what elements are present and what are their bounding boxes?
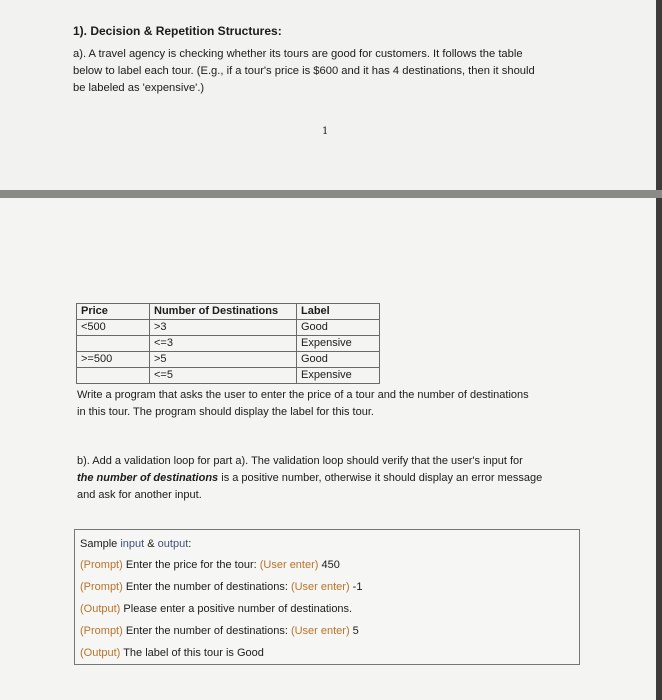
table-cell-destinations: >5 — [150, 352, 297, 368]
sample-title-pre: Sample — [80, 538, 121, 550]
table-cell-price: >=500 — [77, 352, 150, 368]
sample-user-enter: (User enter) — [290, 625, 350, 637]
table-cell-price: <500 — [77, 320, 150, 336]
table-header-label: Label — [297, 304, 380, 320]
part-b-line-3: and ask for another input. — [77, 489, 202, 501]
part-a-paragraph — [73, 46, 573, 97]
sample-title — [80, 538, 191, 550]
sample-line — [80, 647, 264, 659]
part-a-line-2: below to label each tour. (E.g., if a tour's price is $600 and it has 4 destinations, then it should — [73, 65, 535, 77]
table-cell-label: Good — [297, 352, 380, 368]
sample-line — [80, 603, 352, 615]
sample-title-input: input — [120, 538, 145, 550]
document-page-2 — [0, 198, 662, 700]
write-program-paragraph — [77, 387, 577, 421]
table-cell-price — [77, 368, 150, 384]
document-page-1 — [0, 0, 662, 190]
sample-line — [80, 581, 362, 593]
table-cell-label: Good — [297, 320, 380, 336]
sample-title-amp: & — [144, 538, 158, 550]
table-cell-price — [77, 336, 150, 352]
sample-value: -1 — [349, 581, 363, 593]
write-program-line-1: Write a program that asks the user to enter the price of a tour and the number of destinations — [77, 389, 529, 401]
table-cell-destinations: <=5 — [150, 368, 297, 384]
sample-user-enter: (User enter) — [290, 581, 350, 593]
sample-text: Enter the number of destinations: — [122, 581, 291, 593]
write-program-line-2: in this tour. The program should display the label for this tour. — [77, 406, 374, 418]
sample-value: 450 — [318, 559, 340, 571]
table-row — [77, 320, 380, 336]
part-b-line-1: b). Add a validation loop for part a). The validation loop should verify that the user's input for — [77, 455, 523, 467]
table-row — [77, 352, 380, 368]
sample-title-output: output — [157, 538, 189, 550]
sample-line — [80, 559, 340, 571]
sample-line — [80, 625, 359, 637]
table-row — [77, 368, 380, 384]
page-separator — [0, 190, 662, 198]
sample-text: Enter the number of destinations: — [122, 625, 291, 637]
part-b-line-2-rest: is a positive number, otherwise it should display an error message — [218, 472, 543, 484]
table-cell-label: Expensive — [297, 336, 380, 352]
sample-io-box — [74, 529, 580, 665]
sample-tag: (Output) — [80, 647, 121, 659]
sample-tag: (Output) — [80, 603, 121, 615]
part-a-line-3: be labeled as 'expensive'.) — [73, 82, 205, 94]
sample-tag: (Prompt) — [80, 625, 123, 637]
sample-value: 5 — [349, 625, 359, 637]
part-b-line-2 — [77, 470, 577, 487]
sample-text: The label of this tour is Good — [120, 647, 264, 659]
sample-text: Please enter a positive number of destinations. — [120, 603, 353, 615]
sample-tag: (Prompt) — [80, 581, 123, 593]
table-header-row — [77, 304, 380, 320]
part-a-line-1: a). A travel agency is checking whether its tours are good for customers. It follows the table — [73, 48, 523, 60]
table-header-price: Price — [77, 304, 150, 320]
sample-title-colon: : — [188, 538, 192, 550]
page-number: 1 — [322, 126, 329, 137]
table-header-destinations: Number of Destinations — [150, 304, 297, 320]
label-rules-table — [76, 303, 380, 384]
sample-tag: (Prompt) — [80, 559, 123, 571]
table-cell-label: Expensive — [297, 368, 380, 384]
table-cell-destinations: >3 — [150, 320, 297, 336]
sample-user-enter: (User enter) — [259, 559, 319, 571]
sample-text: Enter the price for the tour: — [122, 559, 260, 571]
table-row — [77, 336, 380, 352]
part-b-paragraph — [77, 453, 577, 504]
destinations-emphasis: the number of destinations — [77, 472, 219, 484]
table-cell-destinations: <=3 — [150, 336, 297, 352]
section-heading: 1). Decision & Repetition Structures: — [73, 24, 282, 38]
